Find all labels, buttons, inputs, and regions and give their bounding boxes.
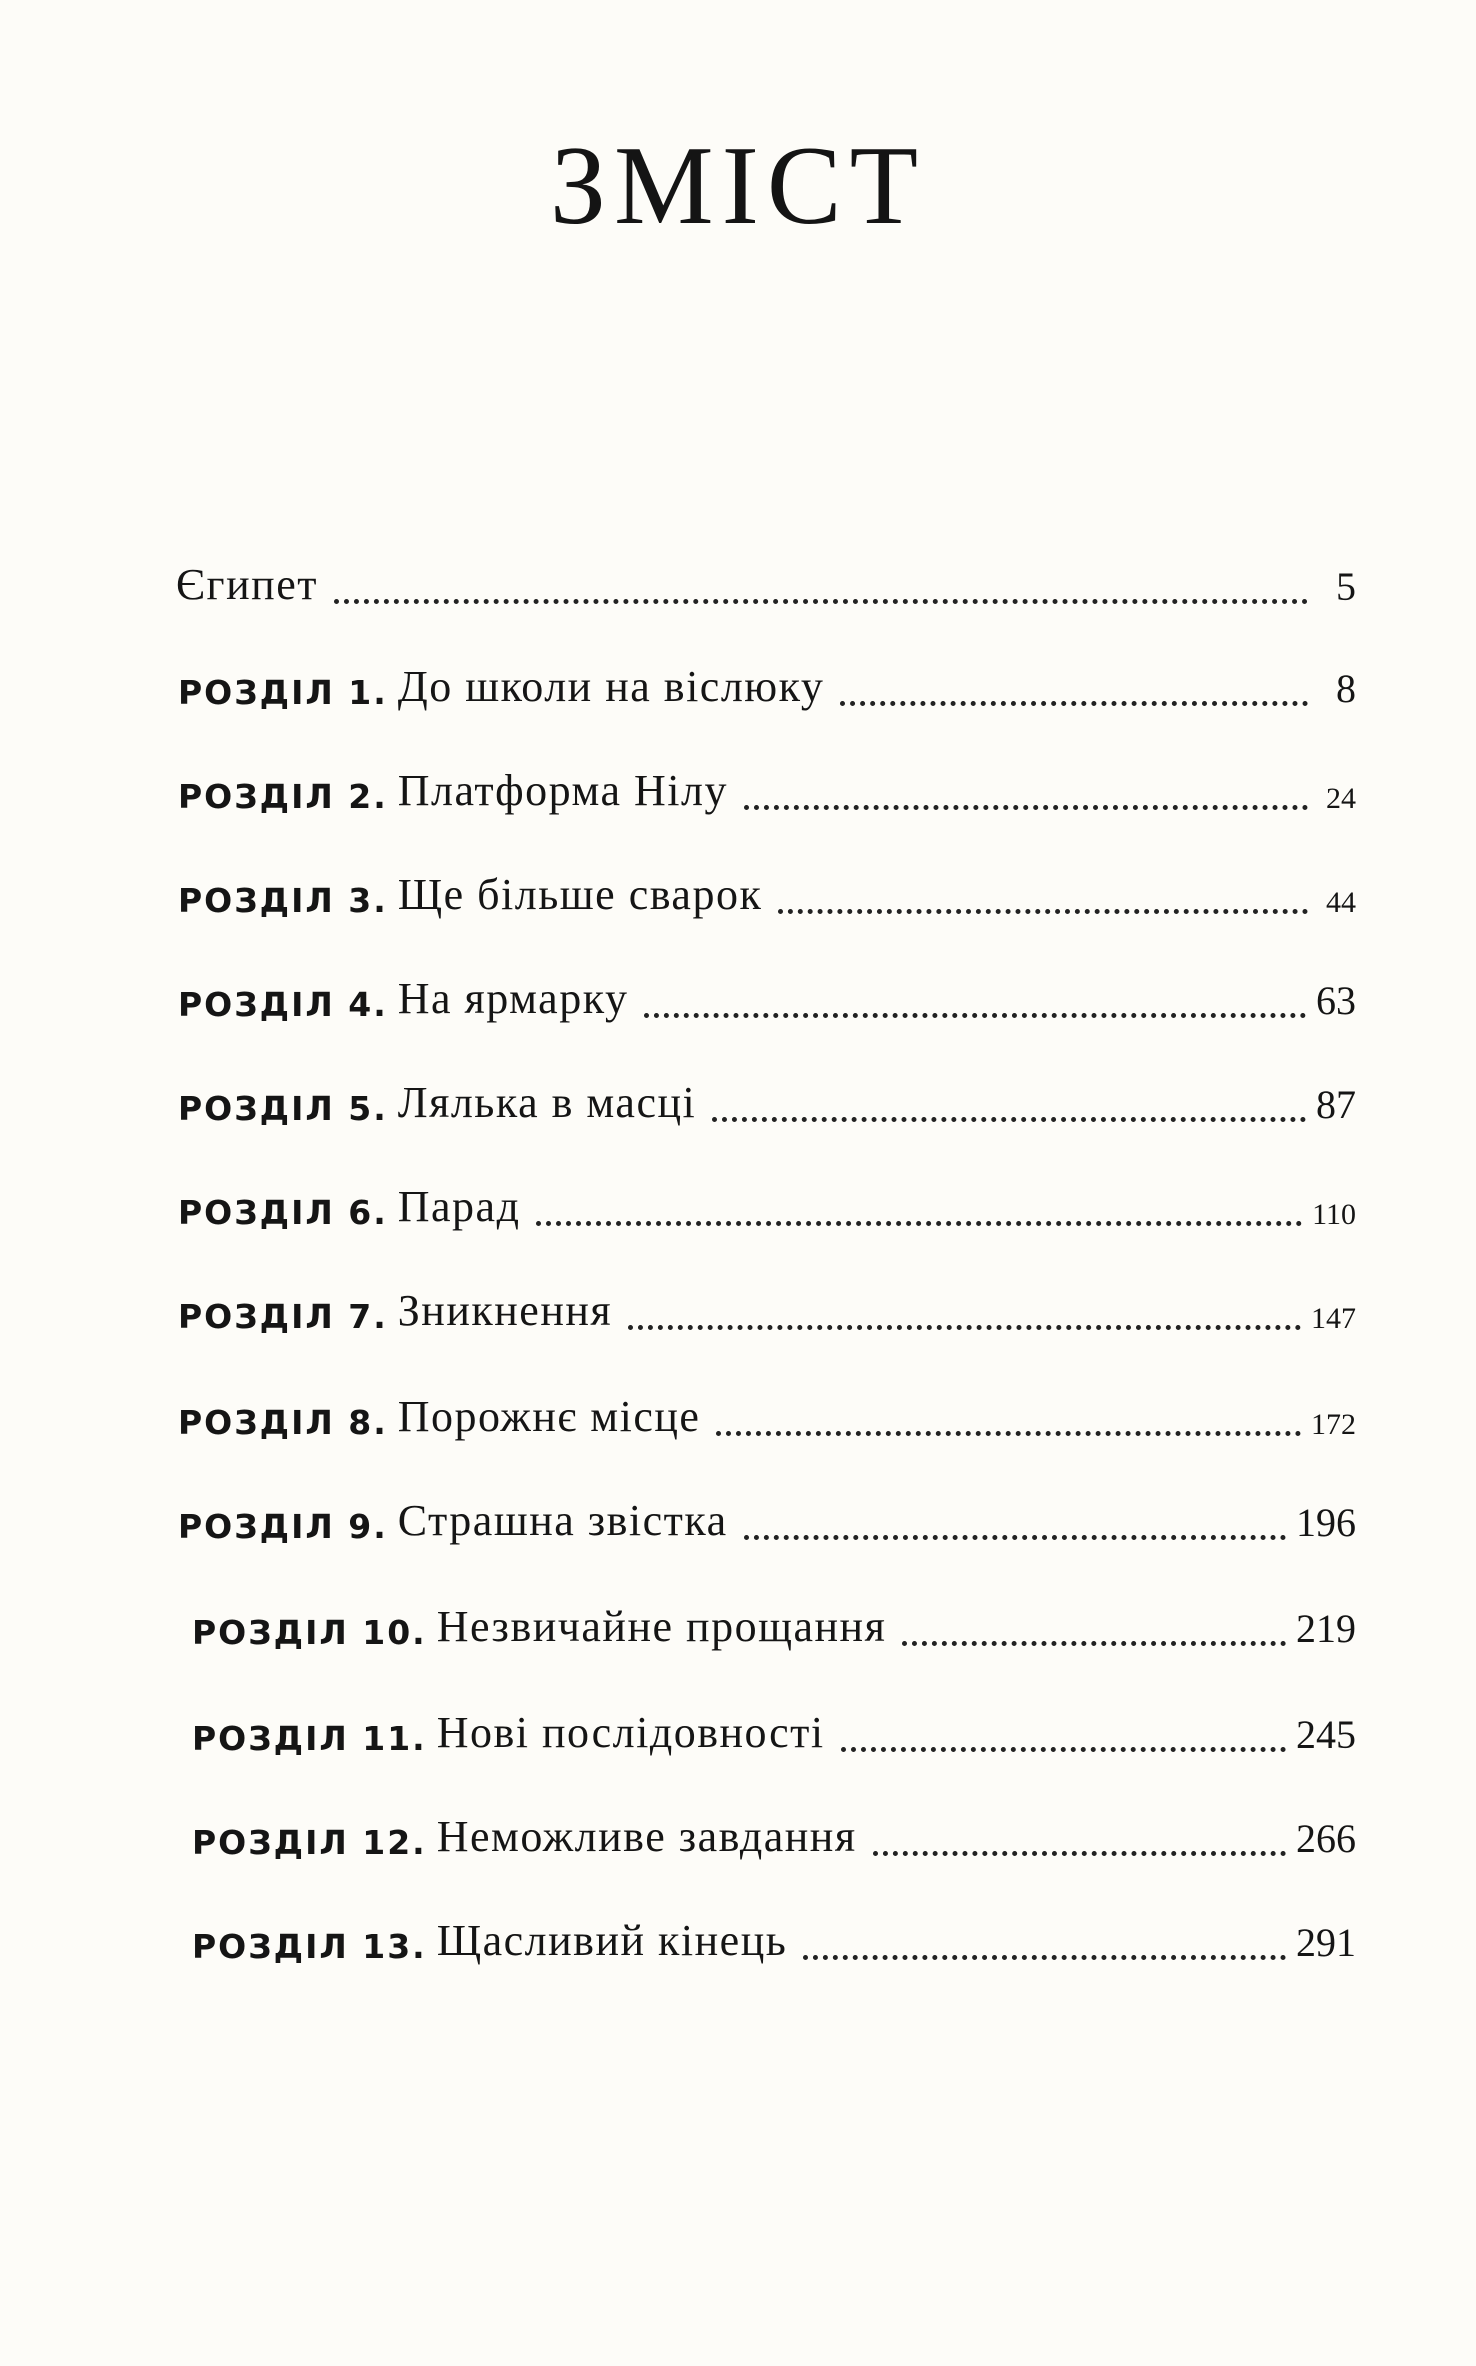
dot-leader [334,599,1308,604]
dot-leader [716,1431,1301,1436]
toc-entry-chapter-13[interactable] [192,1892,1356,1966]
toc-entry-chapter-10[interactable] [192,1578,1356,1652]
chapter-title: Зникнення [397,1286,613,1335]
chapter-label: РОЗДІЛ 11. [192,1719,427,1758]
chapter-page-number: 8 [1336,666,1356,711]
toc-entry-chapter-9[interactable] [178,1472,1356,1546]
page-title: ЗМІСТ [549,124,927,248]
toc-entry-chapter-8[interactable] [178,1368,1356,1442]
chapter-page-number: 196 [1296,1500,1356,1545]
chapter-title: Порожнє місце [397,1392,701,1441]
dot-leader [628,1325,1301,1330]
chapter-label: РОЗДІЛ 7. [178,1297,388,1336]
dot-leader [744,1535,1286,1540]
chapter-page-number: 291 [1296,1920,1356,1965]
chapter-title: Нові послідовності [436,1708,825,1757]
chapter-label: РОЗДІЛ 1. [178,673,388,712]
chapter-title: Щасливий кінець [436,1916,788,1965]
dot-leader [778,909,1308,914]
chapter-title: Ще більше сварок [397,870,763,919]
toc-entry-chapter-5[interactable] [178,1054,1356,1128]
chapter-page-number: 44 [1326,886,1356,919]
chapter-label: РОЗДІЛ 10. [192,1613,427,1652]
dot-leader [712,1117,1306,1122]
toc-entry-chapter-6[interactable] [178,1158,1356,1232]
toc-entry-chapter-4[interactable] [178,950,1356,1024]
chapter-page-number: 172 [1311,1408,1356,1441]
toc-entry-chapter-1[interactable] [178,638,1356,712]
toc-entry-chapter-11[interactable] [192,1684,1356,1758]
toc-entry-intro[interactable] [176,536,1356,610]
chapter-label: РОЗДІЛ 8. [178,1403,388,1442]
chapter-page-number: 219 [1296,1606,1356,1651]
chapter-label: РОЗДІЛ 4. [178,985,388,1024]
dot-leader [902,1641,1286,1646]
chapter-title: На ярмарку [397,974,629,1023]
chapter-title: Страшна звістка [397,1496,728,1545]
dot-leader [536,1221,1302,1226]
chapter-page-number: 63 [1316,978,1356,1023]
toc-entry-chapter-2[interactable] [178,742,1356,816]
chapter-label: РОЗДІЛ 2. [178,777,388,816]
chapter-page-number: 147 [1311,1302,1356,1335]
chapter-label: РОЗДІЛ 9. [178,1507,388,1546]
chapter-title: До школи на віслюку [397,662,825,711]
chapter-label: РОЗДІЛ 13. [192,1927,427,1966]
chapter-title: Лялька в масці [397,1078,697,1127]
chapter-page-number: 245 [1296,1712,1356,1757]
chapter-title: Платформа Нілу [397,766,728,815]
chapter-label: РОЗДІЛ 5. [178,1089,388,1128]
chapter-title: Неможливе завдання [436,1812,857,1861]
dot-leader [840,701,1308,706]
dot-leader [841,1747,1286,1752]
toc-entry-chapter-7[interactable] [178,1262,1356,1336]
chapter-page-number: 87 [1316,1082,1356,1127]
dot-leader [644,1013,1306,1018]
toc-entry-chapter-3[interactable] [178,846,1356,920]
chapter-page-number: 266 [1296,1816,1356,1861]
chapter-page-number: 24 [1326,782,1356,815]
chapter-title: Незвичайне прощання [436,1602,887,1651]
chapter-page-number: 110 [1312,1198,1356,1231]
dot-leader [744,805,1308,810]
toc-entry-chapter-12[interactable] [192,1788,1356,1862]
chapter-label: РОЗДІЛ 6. [178,1193,388,1232]
chapter-title: Парад [397,1182,521,1231]
entry-title: Єгипет [176,560,318,609]
entry-page-number: 5 [1336,564,1356,609]
chapter-label: РОЗДІЛ 3. [178,881,388,920]
dot-leader [873,1851,1286,1856]
chapter-label: РОЗДІЛ 12. [192,1823,427,1862]
dot-leader [803,1955,1286,1960]
